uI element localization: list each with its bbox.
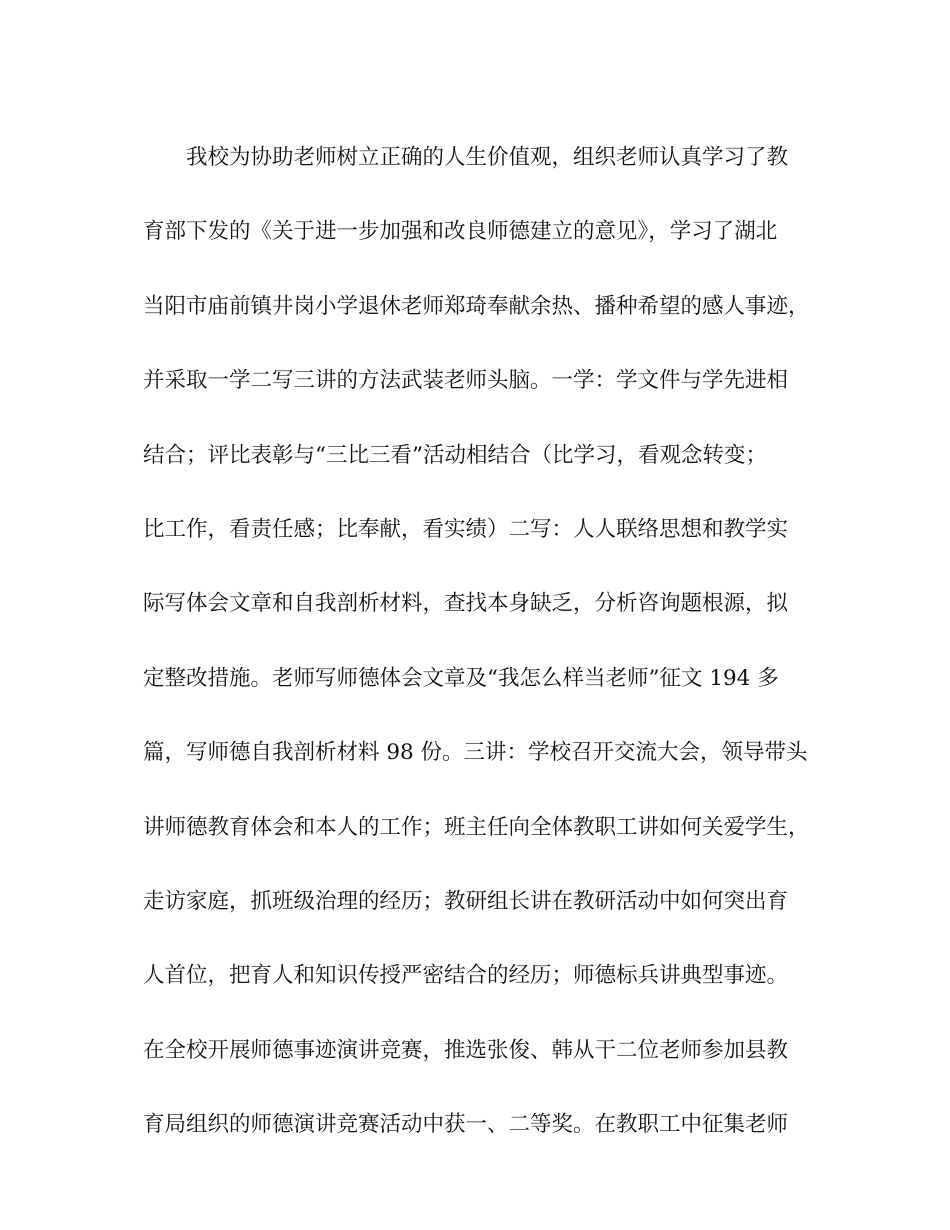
paragraph-line-5: 结合；评比表彰与“三比三看”活动相结合（比学习，看观念转变； (143, 442, 767, 468)
paragraph-line-12: 人首位，把育人和知识传授严密结合的经历；师德标兵讲典型事迹。 (143, 963, 789, 989)
paragraph-line-11: 走访家庭，抓班级治理的经历；教研组长讲在教研活动中如何突出育 (143, 888, 789, 914)
paragraph-line-8: 定整改措施。老师写师德体会文章及“我怎么样当老师”征文 194 多 (143, 665, 779, 691)
paragraph-line-10: 讲师德教育体会和本人的工作；班主任向全体教职工讲如何关爱学生， (143, 814, 810, 840)
paragraph-line-14: 育局组织的师德演讲竞赛活动中获一、二等奖。在教职工中征集老师 (143, 1112, 789, 1138)
paragraph-line-3: 当阳市庙前镇井岗小学退休老师郑琦奉献余热、播种希望的感人事迹， (143, 293, 810, 319)
paragraph-line-13: 在全校开展师德事迹演讲竞赛，推选张俊、韩从干二位老师参加县教 (143, 1037, 789, 1063)
paragraph-line-2: 育部下发的《关于进一步加强和改良师德建立的意见》，学习了湖北 (143, 219, 778, 245)
paragraph-line-7: 际写体会文章和自我剖析材料，查找本身缺乏，分析咨询题根源，拟 (143, 591, 789, 617)
paragraph-line-9: 篇，写师德自我剖析材料 98 份。三讲：学校召开交流大会，领导带头 (143, 740, 808, 766)
paragraph-line-1: 我校为协助老师树立正确的人生价值观，组织老师认真学习了教 (186, 145, 789, 170)
paragraph-line-6: 比工作，看责任感；比奉献，看实绩）二写：人人联络思想和教学实 (143, 516, 789, 542)
body-paragraph (143, 121, 808, 1162)
paragraph-line-4: 并采取一学二写三讲的方法武装老师头脑。一学：学文件与学先进相 (143, 368, 789, 394)
